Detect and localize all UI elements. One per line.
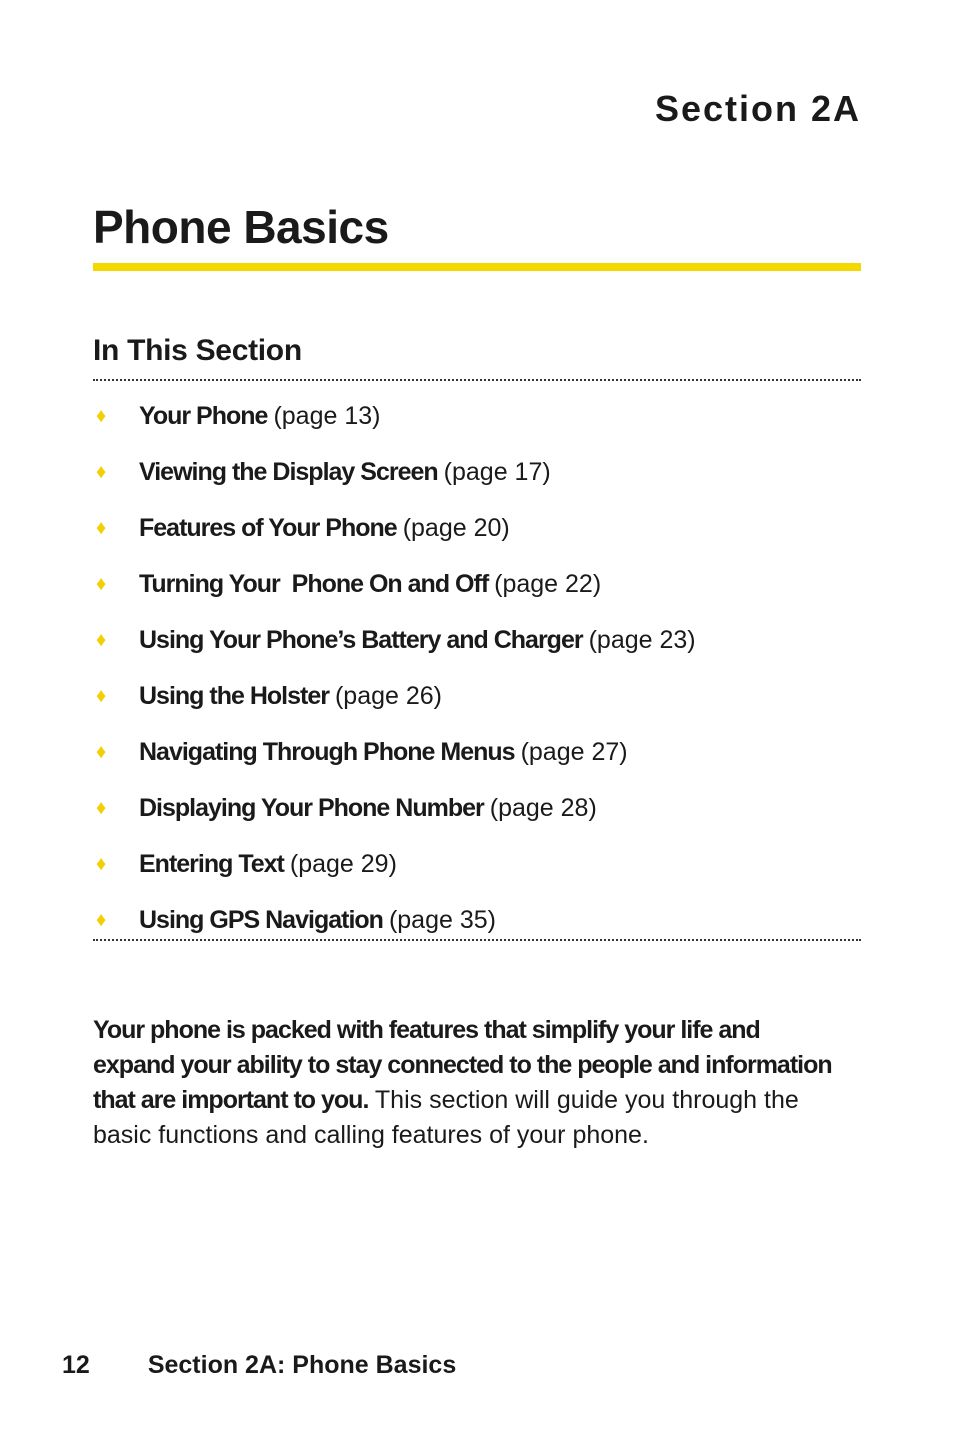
page-number: 12 xyxy=(62,1351,90,1379)
toc-bottom-divider xyxy=(93,939,861,941)
toc-item-title: Your Phone xyxy=(139,402,268,430)
toc-item-page: (page 22) xyxy=(494,570,602,598)
toc-item-holster[interactable] xyxy=(93,668,861,724)
toc-item-title: Turning Your Phone On and Off xyxy=(139,570,489,598)
page-footer xyxy=(62,1347,456,1383)
diamond-bullet-icon: ♦ xyxy=(96,405,107,427)
toc-item-title: Using Your Phone’s Battery and Charger xyxy=(139,626,583,654)
toc-item-page: (page 28) xyxy=(489,794,597,822)
toc-item-page: (page 29) xyxy=(289,850,397,878)
toc-item-battery-charger[interactable] xyxy=(93,612,861,668)
toc-item-page: (page 23) xyxy=(588,626,696,654)
diamond-bullet-icon: ♦ xyxy=(96,797,107,819)
toc-item-turning-on-off[interactable] xyxy=(93,556,861,612)
toc-list xyxy=(93,388,861,948)
toc-item-viewing-display[interactable] xyxy=(93,444,861,500)
page-title: Phone Basics xyxy=(93,201,389,253)
toc-item-your-phone[interactable] xyxy=(93,388,861,444)
toc-item-page: (page 17) xyxy=(443,458,551,486)
toc-item-page: (page 20) xyxy=(402,514,510,542)
diamond-bullet-icon: ♦ xyxy=(96,909,107,931)
toc-item-page: (page 35) xyxy=(388,906,496,934)
diamond-bullet-icon: ♦ xyxy=(96,573,107,595)
section-label: Section 2A xyxy=(654,88,861,129)
intro-paragraph xyxy=(93,1013,833,1153)
toc-item-entering-text[interactable] xyxy=(93,836,861,892)
toc-item-navigating-menus[interactable] xyxy=(93,724,861,780)
intro-regular-text: This section will guide you through the basic functions and calling features of your phone. xyxy=(93,1086,799,1149)
toc-heading: In This Section xyxy=(93,334,302,367)
intro-bold-text: Your phone is packed with features that simplify your life and expand your ability to stay connected to the people and information that are important to you. xyxy=(93,1016,832,1114)
toc-item-phone-number[interactable] xyxy=(93,780,861,836)
toc-item-page: (page 27) xyxy=(520,738,628,766)
toc-item-page: (page 26) xyxy=(334,682,443,710)
diamond-bullet-icon: ♦ xyxy=(96,517,107,539)
diamond-bullet-icon: ♦ xyxy=(96,853,107,875)
toc-item-title: Features of Your Phone xyxy=(139,514,397,542)
toc-item-title: Using the Holster xyxy=(139,682,329,710)
diamond-bullet-icon: ♦ xyxy=(96,461,107,483)
toc-item-features[interactable] xyxy=(93,500,861,556)
toc-item-title: Entering Text xyxy=(139,850,284,878)
toc-top-divider xyxy=(93,379,861,381)
diamond-bullet-icon: ♦ xyxy=(96,685,107,707)
toc-item-title: Using GPS Navigation xyxy=(139,906,383,934)
footer-section-title: Section 2A: Phone Basics xyxy=(147,1351,457,1379)
title-rule xyxy=(93,263,861,271)
toc-item-title: Navigating Through Phone Menus xyxy=(139,738,515,766)
toc-item-page: (page 13) xyxy=(273,402,381,430)
diamond-bullet-icon: ♦ xyxy=(96,741,107,763)
toc-item-title: Displaying Your Phone Number xyxy=(139,794,484,822)
diamond-bullet-icon: ♦ xyxy=(96,629,107,651)
toc-item-title: Viewing the Display Screen xyxy=(139,458,438,486)
